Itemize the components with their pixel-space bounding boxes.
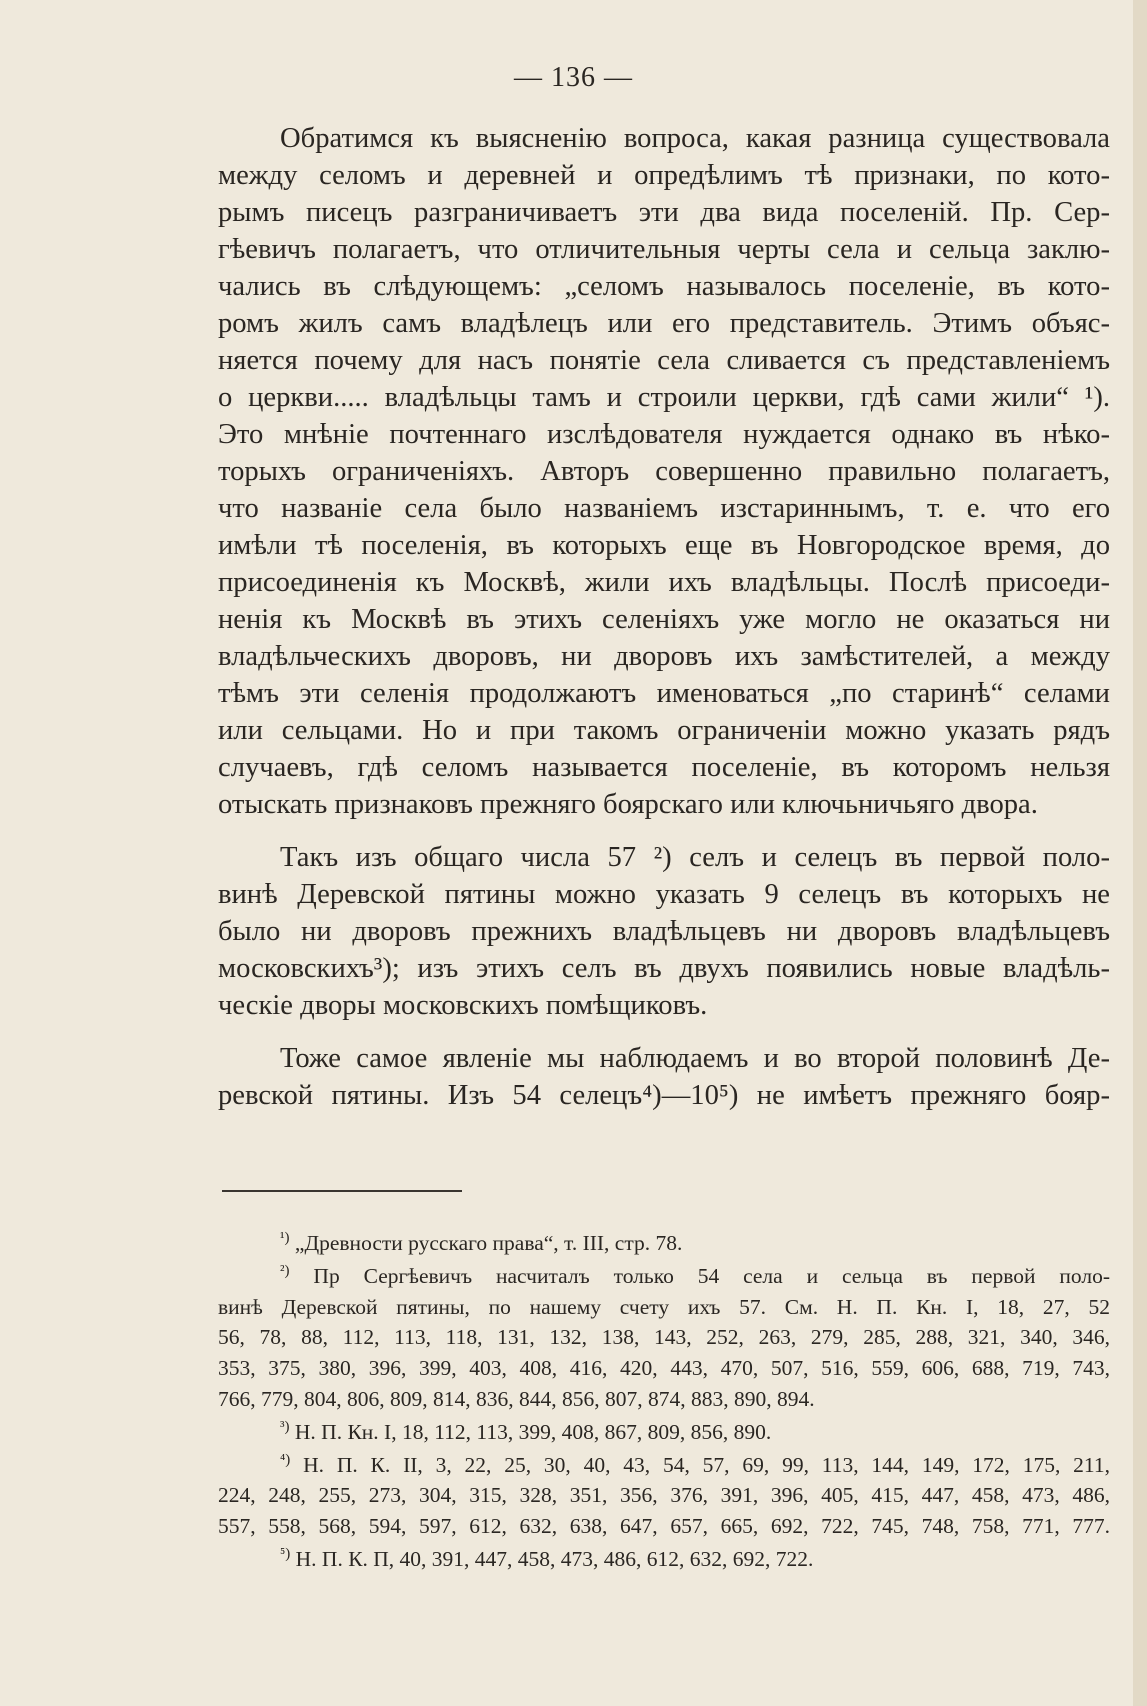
footnote-mark: ³) [280,1418,290,1435]
text-line: тѣмъ эти селенія продолжаютъ именоваться „по старинѣ“ селами [218,678,1110,709]
text-line: ревской пятины. Изъ 54 селецъ⁴)—10⁵) не имѣетъ прежняго бояр- [218,1080,1110,1111]
footnote-line: 557, 558, 568, 594, 597, 612, 632, 638, 647, 657, 665, 692, 722, 745, 748, 758, 771, 777. [218,1514,1110,1539]
footnote-text: Н. П. К. П, 40, 391, 447, 458, 473, 486, 612, 632, 692, 722. [295,1546,814,1571]
text-line: няется почему для насъ понятіе села сливается съ представленіемъ [218,345,1110,376]
footnote-line: 766, 779, 804, 806, 809, 814, 836, 844, 856, 807, 874, 883, 890, 894. [218,1386,815,1411]
main-text [218,120,1110,1114]
text-line: Тоже самое явленіе мы наблюдаемъ и во второй половинѣ Де- [280,1043,1110,1074]
text-line: владѣльческихъ дворовъ, ни дворовъ ихъ замѣстителей, а между [218,641,1110,672]
footnote-line: 353, 375, 380, 396, 399, 403, 408, 416, 420, 443, 470, 507, 516, 559, 606, 688, 719, 743, [218,1356,1110,1381]
text-line: о церкви..... владѣльцы тамъ и строили церкви, гдѣ сами жили“ ¹). [218,382,1110,413]
footnote [218,1450,1110,1542]
text-line: Такъ изъ общаго числа 57 ²) селъ и селецъ въ первой поло- [280,842,1110,873]
footnote [218,1544,1110,1575]
footnote-text: Н. П. Кн. I, 18, 112, 113, 399, 408, 867, 809, 856, 890. [294,1419,772,1444]
footnote [218,1417,1110,1448]
footnote-divider [222,1190,462,1192]
footnote-line [218,1417,1110,1448]
text-line: рымъ писецъ разграничиваетъ эти два вида поселеній. Пр. Сер- [218,197,1110,228]
text-line: ческіе дворы московскихъ помѣщиковъ. [218,990,708,1021]
paragraph [218,839,1110,1024]
page-number: — 136 — [514,62,633,93]
text-line: что названіе села было названіемъ изстариннымъ, т. е. что его [218,493,1110,524]
footnote-mark: ¹) [280,1229,290,1246]
text-line: Это мнѣніе почтеннаго изслѣдователя нуждается однако въ нѣко- [218,419,1110,450]
text-line: ромъ жилъ самъ владѣлецъ или его представитель. Этимъ объяс- [218,308,1110,339]
text-line: чались въ слѣдующемъ: „селомъ называлось поселеніе, въ кото- [218,271,1110,302]
footnote-line: 224, 248, 255, 273, 304, 315, 328, 351, 356, 376, 391, 396, 405, 415, 447, 458, 473, 486, [218,1483,1110,1508]
footnote-line [218,1228,1110,1259]
text-line: гѣевичъ полагаетъ, что отличительныя черты села и сельца заклю- [218,234,1110,265]
text-line: присоединенія къ Москвѣ, жили ихъ владѣльцы. Послѣ присоеди- [218,567,1110,598]
text-line: было ни дворовъ прежнихъ владѣльцевъ ни дворовъ владѣльцевъ [218,916,1110,947]
footnote-line: винѣ Деревской пятины, по нашему счету ихъ 57. См. Н. П. Кн. I, 18, 27, 52 [218,1294,1110,1319]
paragraph [218,120,1110,823]
text-line: винѣ Деревской пятины можно указать 9 селецъ въ которыхъ не [218,879,1110,910]
footnote-text: Пр Сергѣевичъ насчиталъ только 54 села и сельца въ первой поло- [313,1263,1110,1288]
footnote-mark: ⁵) [280,1545,291,1562]
text-line: ненія къ Москвѣ въ этихъ селеніяхъ уже могло не оказаться ни [218,604,1110,635]
text-line: отыскать признаковъ прежняго боярскаго или ключьничьяго двора. [218,789,1038,820]
text-line: торыхъ ограниченіяхъ. Авторъ совершенно правильно полагаетъ, [218,456,1110,487]
text-line: имѣли тѣ поселенія, въ которыхъ еще въ Новгородское время, до [218,530,1110,561]
footnote-line [218,1261,1110,1292]
footnote-mark: ²) [280,1262,290,1279]
text-line: Обратимся къ выясненію вопроса, какая разница существовала [280,123,1110,154]
text-line: между селомъ и деревней и опредѣлимъ тѣ признаки, по кото- [218,160,1110,191]
footnote-line: 56, 78, 88, 112, 113, 118, 131, 132, 138, 143, 252, 263, 279, 285, 288, 321, 340, 346, [218,1325,1110,1350]
paragraph [218,1040,1110,1114]
footnote-mark: ⁴) [280,1451,291,1468]
footnote-line [218,1450,1110,1481]
text-line: случаевъ, гдѣ селомъ называется поселеніе, въ которомъ нельзя [218,752,1110,783]
text-line: московскихъ³); изъ этихъ селъ въ двухъ появились новые владѣль- [218,953,1110,984]
footnote-line [218,1544,1110,1575]
text-line: или сельцами. Но и при такомъ ограниченіи можно указать рядъ [218,715,1110,746]
footnote-text: „Древности русскаго права“, т. III, стр. 78. [294,1231,683,1255]
footnotes [218,1228,1110,1577]
footnote [218,1228,1110,1259]
footnote-text: Н. П. К. II, 3, 22, 25, 30, 40, 43, 54, 57, 69, 99, 113, 144, 149, 172, 175, 211, [303,1452,1111,1477]
footnote [218,1261,1110,1415]
